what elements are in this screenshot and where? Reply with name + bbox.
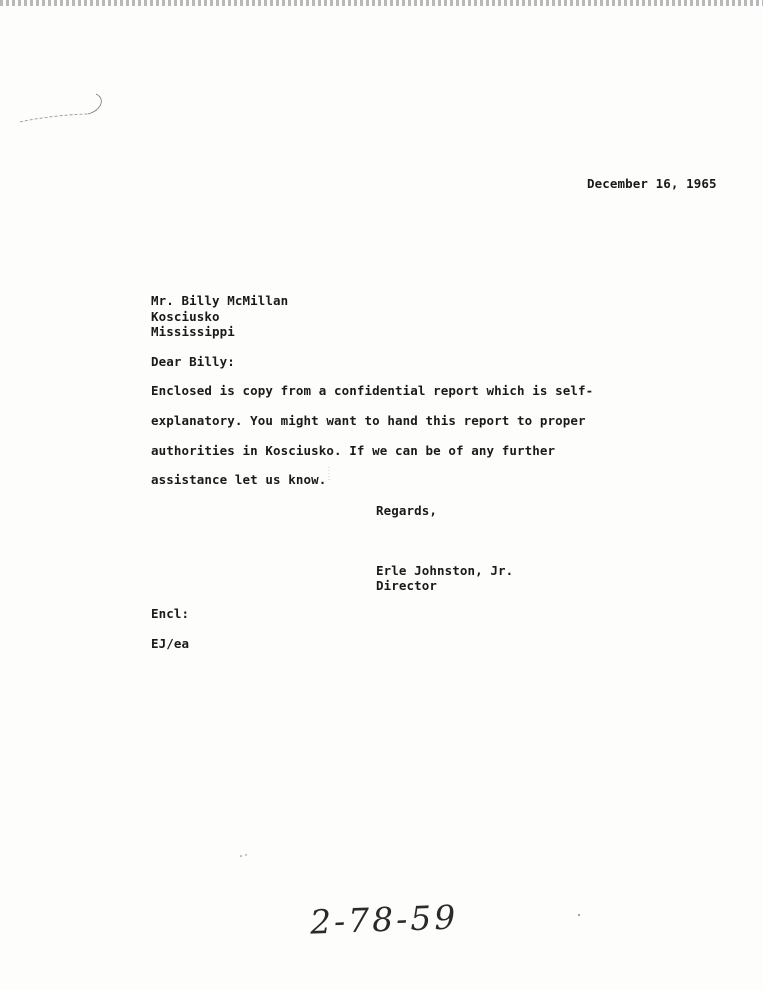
page-top-edge: [0, 0, 763, 6]
recipient-name: Mr. Billy McMillan: [151, 293, 289, 308]
salutation: Dear Billy:: [151, 354, 235, 369]
recipient-address: [151, 293, 288, 340]
letter-date: December 16, 1965: [587, 176, 717, 191]
recipient-city: Kosciusko: [151, 308, 220, 324]
scan-speck: [326, 466, 332, 482]
signer-title: Director: [376, 578, 438, 593]
body-line-2: explanatory. You might want to hand this report to proper: [151, 413, 586, 428]
body-line-1: Enclosed is copy from a confidential report which is self-: [151, 383, 594, 398]
body-line-4: assistance let us know.: [151, 472, 327, 487]
reference-initials: EJ/ea: [151, 636, 190, 651]
body-line-3: authorities in Kosciusko. If we can be of any further: [151, 443, 556, 458]
closing: Regards,: [376, 503, 438, 518]
recipient-state: Mississippi: [151, 324, 235, 339]
handwritten-file-number: 2-78-59: [309, 897, 459, 942]
scan-speck: [238, 852, 252, 860]
signature-block: [376, 563, 513, 593]
enclosure-notation: Encl:: [151, 606, 190, 621]
signer-name: Erle Johnston, Jr.: [376, 563, 514, 578]
scan-speck: [576, 912, 582, 918]
pencil-mark: [18, 88, 113, 128]
